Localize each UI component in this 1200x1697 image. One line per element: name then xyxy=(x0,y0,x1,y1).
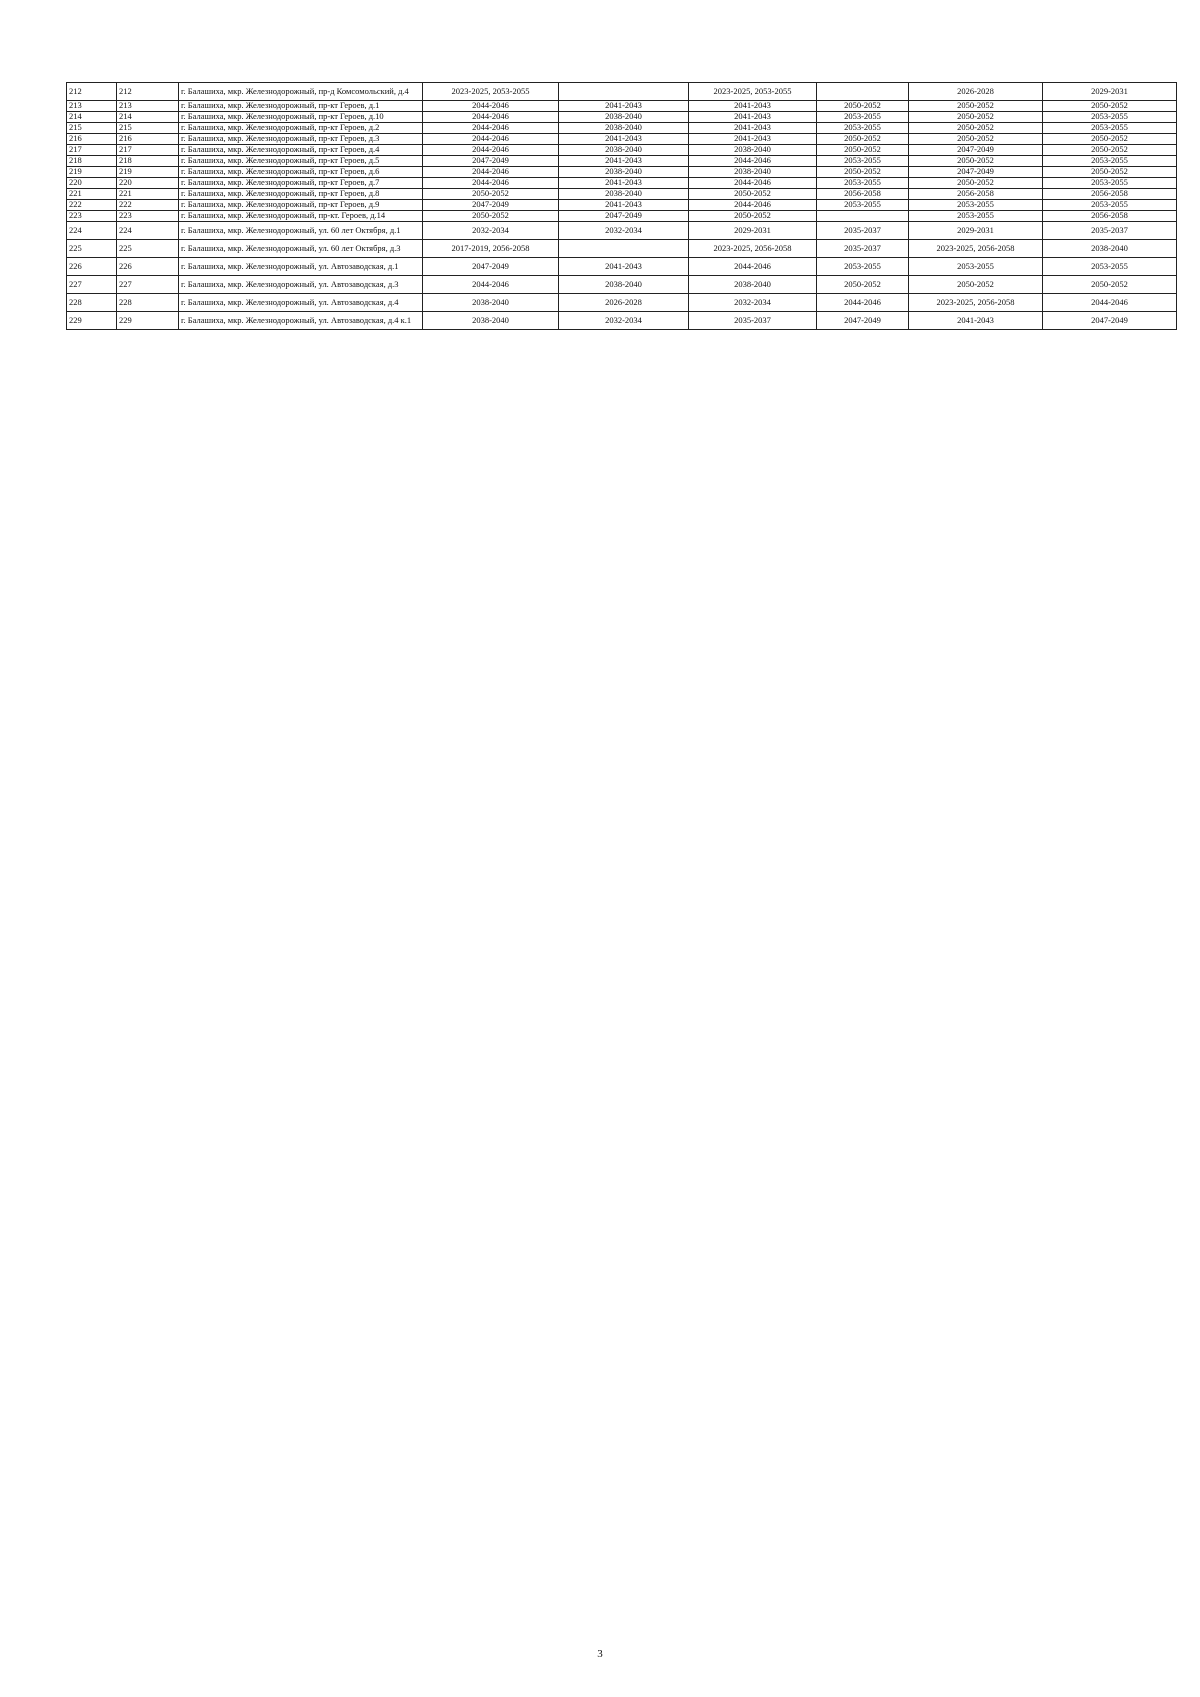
table-cell-no: 225 xyxy=(67,240,117,258)
table-cell-c2: 2032-2034 xyxy=(559,312,689,330)
table-cell-address: г. Балашиха, мкр. Железнодорожный, ул. 60 лет Октября, д.3 xyxy=(179,240,423,258)
table-cell-c2: 2041-2043 xyxy=(559,200,689,211)
table-cell-no2: 217 xyxy=(117,145,179,156)
table-cell-c5: 2056-2058 xyxy=(909,189,1043,200)
table-cell-address: г. Балашиха, мкр. Железнодорожный, ул. Автозаводская, д.1 xyxy=(179,258,423,276)
table-cell-c2: 2038-2040 xyxy=(559,123,689,134)
table-cell-no2: 214 xyxy=(117,112,179,123)
table-cell-c6: 2053-2055 xyxy=(1043,258,1177,276)
table-cell-c2 xyxy=(559,83,689,101)
table-cell-c6: 2038-2040 xyxy=(1043,240,1177,258)
table-cell-c5: 2050-2052 xyxy=(909,156,1043,167)
table-cell-c4: 2053-2055 xyxy=(817,200,909,211)
table-cell-address: г. Балашиха, мкр. Железнодорожный, пр-кт. Героев, д.14 xyxy=(179,211,423,222)
table-cell-c1: 2023-2025, 2053-2055 xyxy=(423,83,559,101)
table-cell-c6: 2056-2058 xyxy=(1043,189,1177,200)
table-cell-no2: 215 xyxy=(117,123,179,134)
table-cell-c5: 2050-2052 xyxy=(909,112,1043,123)
table-cell-no2: 223 xyxy=(117,211,179,222)
table-cell-address: г. Балашиха, мкр. Железнодорожный, ул. Автозаводская, д.4 к.1 xyxy=(179,312,423,330)
table-cell-c3: 2041-2043 xyxy=(689,101,817,112)
table-cell-c5: 2050-2052 xyxy=(909,178,1043,189)
table-cell-c2: 2047-2049 xyxy=(559,211,689,222)
table-cell-c1: 2047-2049 xyxy=(423,258,559,276)
table-row xyxy=(67,101,1177,112)
table-row xyxy=(67,211,1177,222)
table-cell-c5: 2041-2043 xyxy=(909,312,1043,330)
table-cell-c5: 2047-2049 xyxy=(909,167,1043,178)
table-cell-no: 228 xyxy=(67,294,117,312)
table-row xyxy=(67,294,1177,312)
table-row xyxy=(67,112,1177,123)
table-cell-no: 221 xyxy=(67,189,117,200)
table-cell-no: 216 xyxy=(67,134,117,145)
table-cell-c4: 2047-2049 xyxy=(817,312,909,330)
table-cell-address: г. Балашиха, мкр. Железнодорожный, пр-кт Героев, д.2 xyxy=(179,123,423,134)
table-cell-c1: 2047-2049 xyxy=(423,156,559,167)
table-cell-c1: 2017-2019, 2056-2058 xyxy=(423,240,559,258)
table-cell-c4: 2035-2037 xyxy=(817,240,909,258)
table-cell-no: 215 xyxy=(67,123,117,134)
table-cell-no2: 212 xyxy=(117,83,179,101)
table-cell-c5: 2029-2031 xyxy=(909,222,1043,240)
table-cell-c2: 2026-2028 xyxy=(559,294,689,312)
table-cell-c2: 2041-2043 xyxy=(559,178,689,189)
table-cell-c4 xyxy=(817,211,909,222)
table-cell-c4: 2050-2052 xyxy=(817,145,909,156)
table-cell-c1: 2044-2046 xyxy=(423,123,559,134)
table-cell-address: г. Балашиха, мкр. Железнодорожный, пр-кт Героев, д.8 xyxy=(179,189,423,200)
table-cell-c5: 2047-2049 xyxy=(909,145,1043,156)
table-cell-c3: 2041-2043 xyxy=(689,134,817,145)
page-number: 3 xyxy=(597,1648,603,1660)
table-cell-c5: 2023-2025, 2056-2058 xyxy=(909,240,1043,258)
table-cell-no: 222 xyxy=(67,200,117,211)
table-cell-no2: 216 xyxy=(117,134,179,145)
table-cell-no: 219 xyxy=(67,167,117,178)
table-cell-c4: 2056-2058 xyxy=(817,189,909,200)
table-cell-c2: 2041-2043 xyxy=(559,134,689,145)
table-cell-no2: 218 xyxy=(117,156,179,167)
table-row xyxy=(67,222,1177,240)
table-row xyxy=(67,156,1177,167)
table-cell-c6: 2053-2055 xyxy=(1043,200,1177,211)
table-cell-no: 224 xyxy=(67,222,117,240)
table-row xyxy=(67,240,1177,258)
table-cell-c1: 2044-2046 xyxy=(423,112,559,123)
table-cell-c4: 2035-2037 xyxy=(817,222,909,240)
table-row xyxy=(67,276,1177,294)
table-cell-c5: 2026-2028 xyxy=(909,83,1043,101)
table-cell-c6: 2029-2031 xyxy=(1043,83,1177,101)
table-cell-c4: 2053-2055 xyxy=(817,258,909,276)
table-cell-no2: 227 xyxy=(117,276,179,294)
table-cell-c3: 2041-2043 xyxy=(689,123,817,134)
table-cell-c6: 2053-2055 xyxy=(1043,112,1177,123)
table-cell-c4: 2050-2052 xyxy=(817,101,909,112)
table-cell-address: г. Балашиха, мкр. Железнодорожный, пр-кт Героев, д.9 xyxy=(179,200,423,211)
table-cell-c2: 2041-2043 xyxy=(559,258,689,276)
table-cell-c5: 2053-2055 xyxy=(909,200,1043,211)
table-cell-c1: 2050-2052 xyxy=(423,189,559,200)
table-cell-c6: 2050-2052 xyxy=(1043,101,1177,112)
table-cell-address: г. Балашиха, мкр. Железнодорожный, пр-кт Героев, д.7 xyxy=(179,178,423,189)
table-cell-c4: 2053-2055 xyxy=(817,156,909,167)
table-cell-c4: 2053-2055 xyxy=(817,123,909,134)
table-body xyxy=(67,83,1177,330)
table-cell-no2: 225 xyxy=(117,240,179,258)
table-cell-c3: 2032-2034 xyxy=(689,294,817,312)
table-cell-no2: 228 xyxy=(117,294,179,312)
table-cell-c1: 2044-2046 xyxy=(423,178,559,189)
table-cell-c2: 2038-2040 xyxy=(559,167,689,178)
table-cell-no: 217 xyxy=(67,145,117,156)
table-row xyxy=(67,312,1177,330)
schedule-table-container xyxy=(66,82,1176,330)
table-cell-c1: 2032-2034 xyxy=(423,222,559,240)
table-cell-c6: 2044-2046 xyxy=(1043,294,1177,312)
table-cell-c5: 2050-2052 xyxy=(909,134,1043,145)
table-cell-no2: 221 xyxy=(117,189,179,200)
table-cell-c6: 2053-2055 xyxy=(1043,156,1177,167)
table-cell-no2: 213 xyxy=(117,101,179,112)
table-row xyxy=(67,258,1177,276)
table-row xyxy=(67,167,1177,178)
table-cell-no: 214 xyxy=(67,112,117,123)
table-cell-no2: 222 xyxy=(117,200,179,211)
table-cell-c1: 2044-2046 xyxy=(423,101,559,112)
table-cell-no: 212 xyxy=(67,83,117,101)
table-cell-no2: 226 xyxy=(117,258,179,276)
table-cell-c3: 2050-2052 xyxy=(689,189,817,200)
table-cell-c2 xyxy=(559,240,689,258)
table-cell-c3: 2044-2046 xyxy=(689,258,817,276)
table-cell-address: г. Балашиха, мкр. Железнодорожный, пр-кт Героев, д.6 xyxy=(179,167,423,178)
table-cell-c4: 2053-2055 xyxy=(817,178,909,189)
table-cell-c2: 2041-2043 xyxy=(559,101,689,112)
table-cell-address: г. Балашиха, мкр. Железнодорожный, пр-кт Героев, д.1 xyxy=(179,101,423,112)
table-cell-address: г. Балашиха, мкр. Железнодорожный, пр-кт Героев, д.3 xyxy=(179,134,423,145)
table-cell-c2: 2038-2040 xyxy=(559,189,689,200)
table-cell-c5: 2053-2055 xyxy=(909,258,1043,276)
table-cell-c5: 2053-2055 xyxy=(909,211,1043,222)
table-cell-c3: 2029-2031 xyxy=(689,222,817,240)
table-cell-c1: 2044-2046 xyxy=(423,167,559,178)
table-cell-address: г. Балашиха, мкр. Железнодорожный, пр-д Комсомольский, д.4 xyxy=(179,83,423,101)
table-cell-c4: 2044-2046 xyxy=(817,294,909,312)
table-cell-c1: 2050-2052 xyxy=(423,211,559,222)
table-row xyxy=(67,134,1177,145)
table-cell-c1: 2044-2046 xyxy=(423,145,559,156)
schedule-table xyxy=(66,82,1177,330)
table-cell-no: 220 xyxy=(67,178,117,189)
table-cell-c5: 2023-2025, 2056-2058 xyxy=(909,294,1043,312)
table-cell-no2: 224 xyxy=(117,222,179,240)
table-cell-c3: 2038-2040 xyxy=(689,145,817,156)
table-row xyxy=(67,83,1177,101)
table-cell-address: г. Балашиха, мкр. Железнодорожный, пр-кт Героев, д.10 xyxy=(179,112,423,123)
table-cell-c5: 2050-2052 xyxy=(909,276,1043,294)
table-cell-address: г. Балашиха, мкр. Железнодорожный, ул. 60 лет Октября, д.1 xyxy=(179,222,423,240)
table-cell-address: г. Балашиха, мкр. Железнодорожный, пр-кт Героев, д.4 xyxy=(179,145,423,156)
table-cell-no: 226 xyxy=(67,258,117,276)
table-cell-c5: 2050-2052 xyxy=(909,101,1043,112)
table-cell-c2: 2038-2040 xyxy=(559,276,689,294)
table-cell-c3: 2050-2052 xyxy=(689,211,817,222)
table-row xyxy=(67,178,1177,189)
table-cell-c2: 2038-2040 xyxy=(559,145,689,156)
table-cell-c6: 2047-2049 xyxy=(1043,312,1177,330)
table-cell-c6: 2050-2052 xyxy=(1043,134,1177,145)
table-cell-c1: 2038-2040 xyxy=(423,312,559,330)
table-row xyxy=(67,145,1177,156)
table-cell-no: 223 xyxy=(67,211,117,222)
table-cell-c5: 2050-2052 xyxy=(909,123,1043,134)
table-cell-c3: 2041-2043 xyxy=(689,112,817,123)
table-cell-no2: 219 xyxy=(117,167,179,178)
table-cell-no: 218 xyxy=(67,156,117,167)
table-cell-c2: 2038-2040 xyxy=(559,112,689,123)
table-cell-c6: 2035-2037 xyxy=(1043,222,1177,240)
table-cell-c2: 2041-2043 xyxy=(559,156,689,167)
table-cell-no2: 220 xyxy=(117,178,179,189)
table-cell-c4: 2050-2052 xyxy=(817,276,909,294)
table-cell-c1: 2044-2046 xyxy=(423,134,559,145)
table-row xyxy=(67,123,1177,134)
table-cell-c3: 2035-2037 xyxy=(689,312,817,330)
table-cell-c1: 2038-2040 xyxy=(423,294,559,312)
table-cell-c3: 2023-2025, 2053-2055 xyxy=(689,83,817,101)
table-cell-address: г. Балашиха, мкр. Железнодорожный, ул. Автозаводская, д.4 xyxy=(179,294,423,312)
table-row xyxy=(67,200,1177,211)
table-cell-c3: 2044-2046 xyxy=(689,178,817,189)
table-cell-c2: 2032-2034 xyxy=(559,222,689,240)
table-cell-no: 229 xyxy=(67,312,117,330)
table-cell-c3: 2038-2040 xyxy=(689,276,817,294)
table-cell-no: 227 xyxy=(67,276,117,294)
table-cell-c6: 2053-2055 xyxy=(1043,123,1177,134)
table-cell-c4 xyxy=(817,83,909,101)
table-cell-c6: 2050-2052 xyxy=(1043,145,1177,156)
table-cell-no: 213 xyxy=(67,101,117,112)
table-cell-c3: 2044-2046 xyxy=(689,200,817,211)
table-cell-address: г. Балашиха, мкр. Железнодорожный, пр-кт Героев, д.5 xyxy=(179,156,423,167)
table-cell-c1: 2047-2049 xyxy=(423,200,559,211)
table-cell-c1: 2044-2046 xyxy=(423,276,559,294)
table-cell-c4: 2050-2052 xyxy=(817,134,909,145)
table-cell-c3: 2038-2040 xyxy=(689,167,817,178)
table-cell-c6: 2050-2052 xyxy=(1043,167,1177,178)
table-cell-address: г. Балашиха, мкр. Железнодорожный, ул. Автозаводская, д.3 xyxy=(179,276,423,294)
table-cell-c4: 2050-2052 xyxy=(817,167,909,178)
table-cell-c3: 2044-2046 xyxy=(689,156,817,167)
table-cell-c6: 2050-2052 xyxy=(1043,276,1177,294)
table-cell-c6: 2056-2058 xyxy=(1043,211,1177,222)
table-cell-no2: 229 xyxy=(117,312,179,330)
table-cell-c6: 2053-2055 xyxy=(1043,178,1177,189)
table-row xyxy=(67,189,1177,200)
table-cell-c3: 2023-2025, 2056-2058 xyxy=(689,240,817,258)
table-cell-c4: 2053-2055 xyxy=(817,112,909,123)
